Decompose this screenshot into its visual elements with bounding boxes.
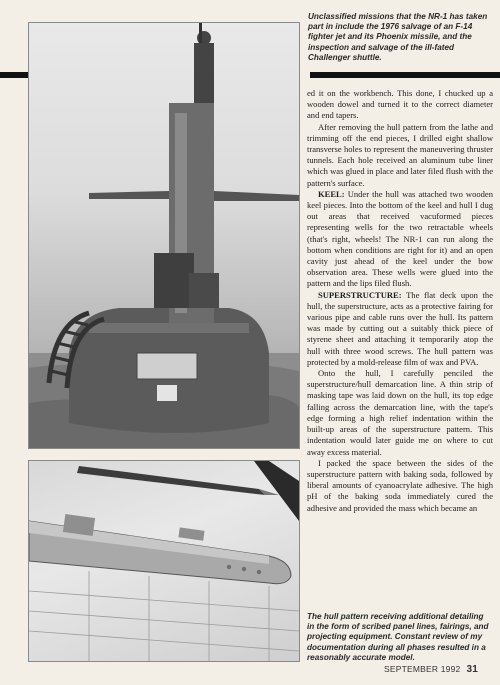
body-text: Under the hull was attached two wooden keel pieces. Into the bottom of the keel and hull I dug out areas that received vacuformed pieces representing wells for the two retractable wheels (that's right, wheels! The NR-1 can run along the bottom when conditions are right for it) and an open cavity just ahead of the keel under the bow observation area. These wells were glued into the pattern and the lips filed flush. — [307, 188, 493, 289]
body-paragraph — [307, 290, 493, 368]
page-footer — [384, 664, 478, 675]
body-paragraph: After removing the hull pattern from the lathe and trimming off the end pieces, I drilled eight shallow transverse holes to represent the maneuvering thruster tunnels. Each hole received an aluminum tube liner which was glued in place and later filed flush with the pattern's surface. — [307, 121, 493, 188]
page-number: 31 — [466, 664, 478, 675]
section-keyword: SUPERSTRUCTURE: — [318, 289, 402, 300]
body-paragraph: I packed the space between the sides of the superstructure pattern with baking soda, followed by liberal amounts of cyanoacrylate adhesive. The high pH of the baking soda immediately cured the adhesive and provided the mass which became an — [307, 457, 493, 513]
issue-date: SEPTEMBER 1992 — [383, 664, 461, 674]
hull-pattern-illustration — [29, 461, 299, 661]
submarine-photo — [28, 22, 300, 449]
body-text: The flat deck upon the hull, the superstructure, acts as a protective fairing for various pipe and cable runs over the hull. Its pattern was made by cutting out a suitably thick piece of styrene sheet and attaching it temporarily atop the hull with three wood screws. The hull pattern was protected by a mold-release film of wax and PVA. — [307, 289, 493, 367]
submarine-illustration — [29, 23, 299, 448]
body-paragraph: Onto the hull, I carefully penciled the superstructure/hull demarcation line. A thin strip of masking tape was laid down on the hull, its top edge falling across the demarcation line, with the tape's edge forming a high relief indentation within the built-up areas of the superstructure pattern. This indentation would later guide me on where to cut away excess material. — [307, 368, 493, 457]
body-paragraph: ed it on the workbench. This done, I chucked up a wooden dowel and turned it to the correct diameter and end tapers. — [307, 88, 493, 121]
photo-caption-bottom: The hull pattern receiving additional detailing in the form of scribed panel lines, fairings, and projecting equipment. Constant review of my documentation during all phases resulted in a reasonably accurate model. — [307, 612, 489, 662]
edge-rule-left — [0, 72, 30, 78]
photo-caption-top: Unclassified missions that the NR-1 has taken part in include the 1976 salvage of an F-14 fighter jet and its Phoenix missile, and the inspection and salvage of the ill-fated Challenger shuttle. — [308, 12, 488, 62]
edge-rule-right — [310, 72, 500, 78]
body-paragraph — [307, 189, 493, 290]
section-keyword: KEEL: — [318, 188, 345, 199]
hull-pattern-photo — [28, 460, 300, 662]
article-body — [307, 88, 493, 514]
